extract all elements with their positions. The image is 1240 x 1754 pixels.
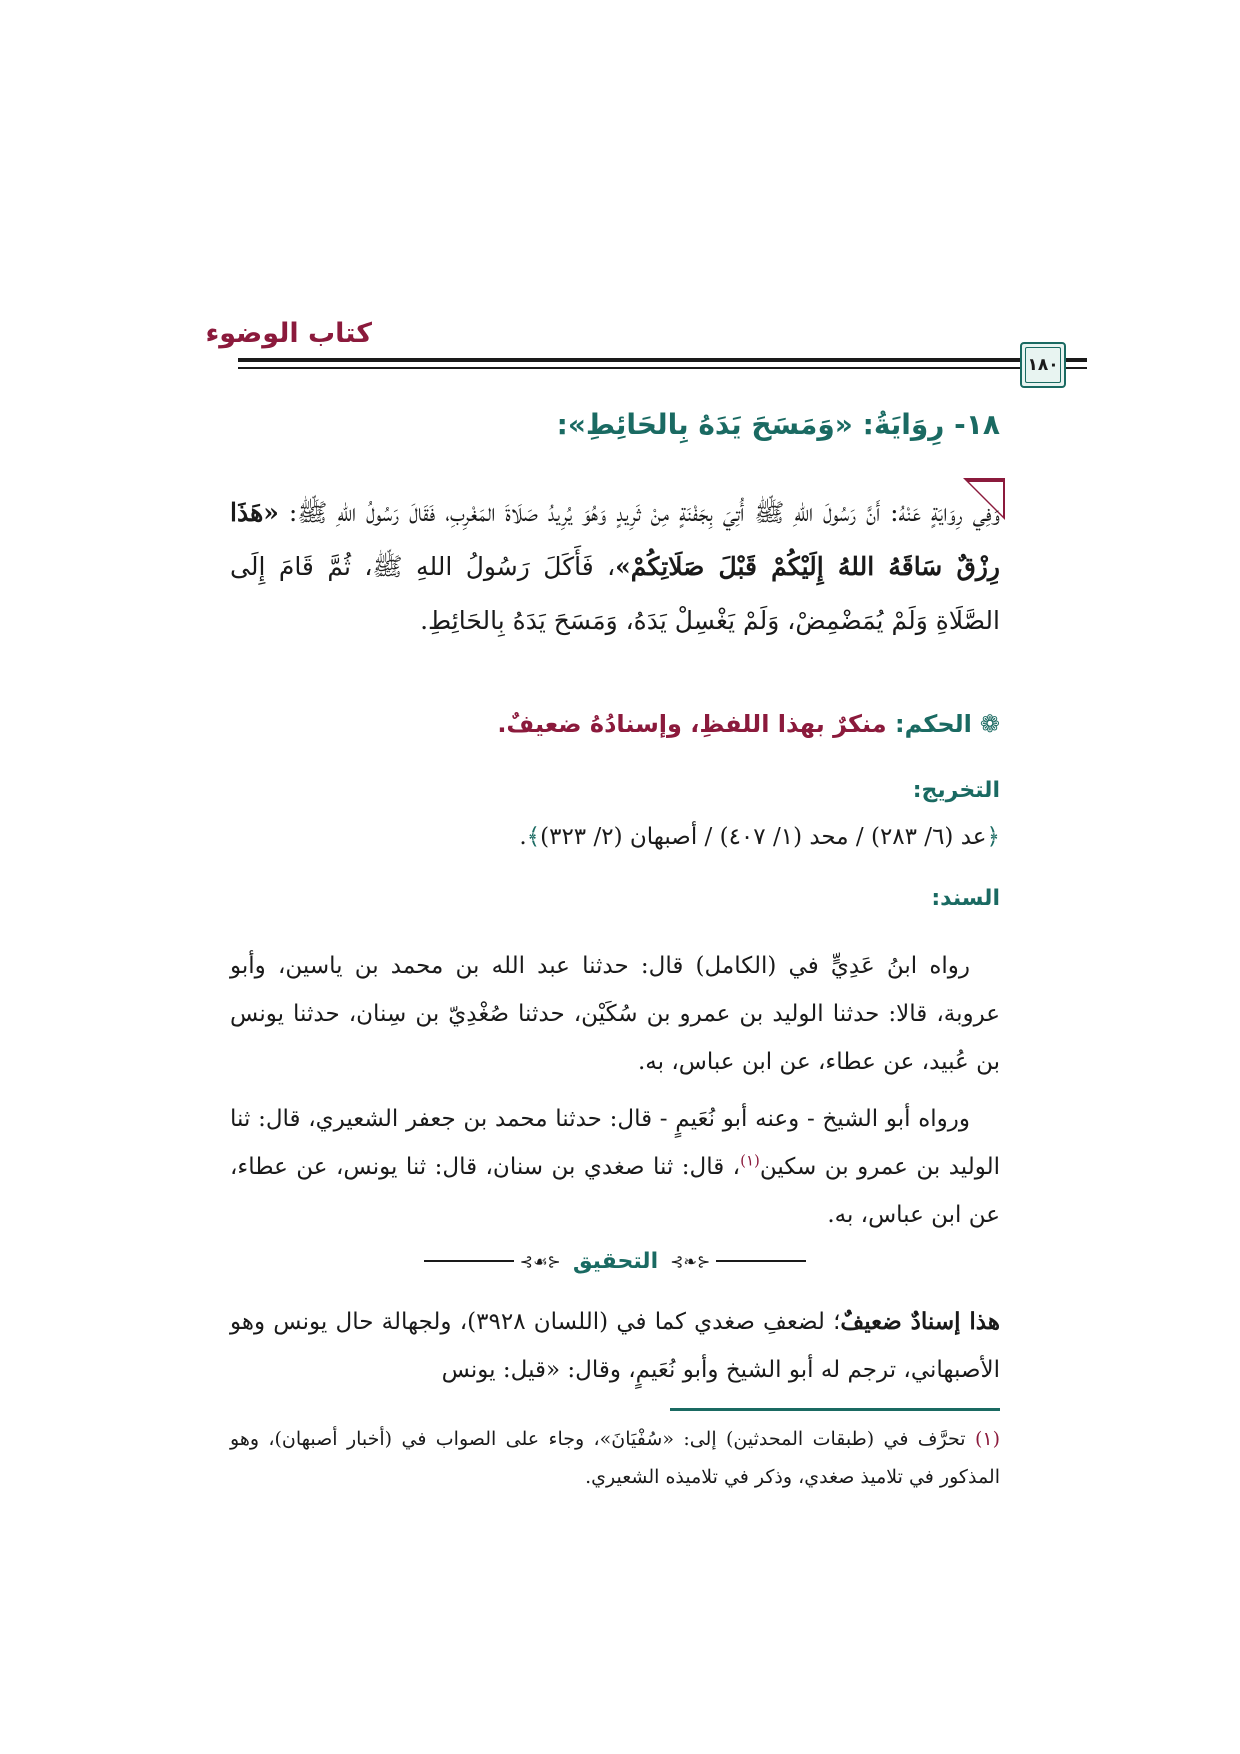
flower-icon: ❁ xyxy=(979,710,1000,738)
footnote xyxy=(230,1420,1000,1496)
para2-before: ورواه أبو الشيخ - وعنه أبو نُعَيمٍ - قال: حدثنا محمد بن جعفر الشعيري، قال: ثنا الوليد بن عمرو بن سكين xyxy=(230,1106,1000,1180)
divider-line-left xyxy=(424,1260,514,1262)
header-rule-thin xyxy=(238,367,1020,369)
page-number: ١٨٠ xyxy=(1027,355,1059,375)
page-number-box xyxy=(1020,342,1066,388)
book-title: كتاب الوضوء xyxy=(205,318,372,349)
takhrij-refs xyxy=(230,824,1000,850)
hadith-text xyxy=(230,486,1000,648)
takhrij-text: عد (٦/ ٢٨٣) / محد (١/ ٤٠٧) / أصبهان (٢/ ٣٢٣) xyxy=(540,824,987,850)
hadith-rest: ، فَأَكَلَ رَسُولُ اللهِ ﷺ، ثُمَّ قَامَ إِلَى الصَّلَاةِ وَلَمْ يُمَضْمِضْ، وَلَمْ يَغْسِلْ يَدَهُ، وَمَسَحَ يَدَهُ بِالحَائِطِ. xyxy=(230,552,1000,635)
header-rule xyxy=(238,358,1020,362)
sanad-paragraph-1: رواه ابنُ عَدِيٍّ في (الكامل) قال: حدثنا عبد الله بن محمد بن ياسين، وأبو عروبة، قالا: حدثنا الوليد بن عمرو بن سُكَيْن، حدثنا صُغْدِيّ بن سِنان، حدثنا يونس بن عُبيد، عن عطاء، عن ابن عباس، به. xyxy=(230,953,1000,1075)
para2-after: ، قال: ثنا صغدي بن سنان، قال: ثنا يونس، عن عطاء، عن ابن عباس، به. xyxy=(230,1154,1000,1228)
ruling-label: الحكم: xyxy=(886,710,972,738)
section-heading: ١٨- رِوَايَةُ: «وَمَسَحَ يَدَهُ بِالحَائِطِ»: xyxy=(556,408,1000,441)
ornament-icon: ⊰❧⊱ xyxy=(670,1251,711,1271)
hadith-intro: وَفِي رِوَايَةٍ عَنْهُ: أَنَّ رَسُولَ اللهِ ﷺ أُتِيَ بِجَفْنَةٍ مِنْ ثَرِيدٍ وَهُوَ يُرِيدُ صَلَاةَ المَغْرِبِ، فَقَالَ رَسُولُ اللهِ ﷺ: xyxy=(278,498,1000,527)
ornament-icon: ⊰☙⊱ xyxy=(519,1251,561,1271)
bracket-close: ﴾ xyxy=(526,824,541,850)
takhrij-label: التخريج: xyxy=(912,778,1000,803)
footnote-marker[interactable]: (١) xyxy=(740,1151,760,1170)
page-number-frame xyxy=(1025,347,1061,383)
footnote-text: تحرَّف في (طبقات المحدثين) إلى: «سُفْيَانَ»، وجاء على الصواب في (أخبار أصبهان)، وهو المذكور في تلاميذ صغدي، وذكر في تلاميذه الشعيري. xyxy=(230,1428,1000,1488)
ruling xyxy=(230,710,1000,738)
divider-line-right xyxy=(716,1260,806,1262)
tahqiq-paragraph xyxy=(230,1298,1000,1394)
tahqiq-divider xyxy=(230,1243,1000,1279)
takhrij-end: . xyxy=(519,824,527,850)
footnote-rule xyxy=(670,1408,1000,1411)
ruling-text: منكرٌ بهذا اللفظِ، وإسنادُهُ ضعيفٌ. xyxy=(497,710,887,738)
bracket-open: ﴿ xyxy=(986,824,1000,850)
tahqiq-label: التحقيق xyxy=(572,1248,659,1274)
sanad-label: السند: xyxy=(931,886,1000,911)
tahqiq-rest: ؛ لضعفِ صغدي كما في (اللسان ٣٩٢٨)، ولجهالة حال يونس وهو الأصبهاني، ترجم له أبو الشيخ وأبو نُعَيمٍ، وقال: «قيل: يونس xyxy=(230,1309,1000,1383)
footnote-number: (١) xyxy=(974,1428,1000,1450)
hadith-quote: «هَذَا رِزْقٌ سَاقَهُ اللهُ إِلَيْكُمْ قَبْلَ صَلَاتِكُمْ» xyxy=(230,498,1000,581)
tahqiq-bold: هذا إسنادٌ ضعيفٌ xyxy=(840,1308,1000,1335)
sanad-paragraph-2 xyxy=(230,1095,1000,1239)
